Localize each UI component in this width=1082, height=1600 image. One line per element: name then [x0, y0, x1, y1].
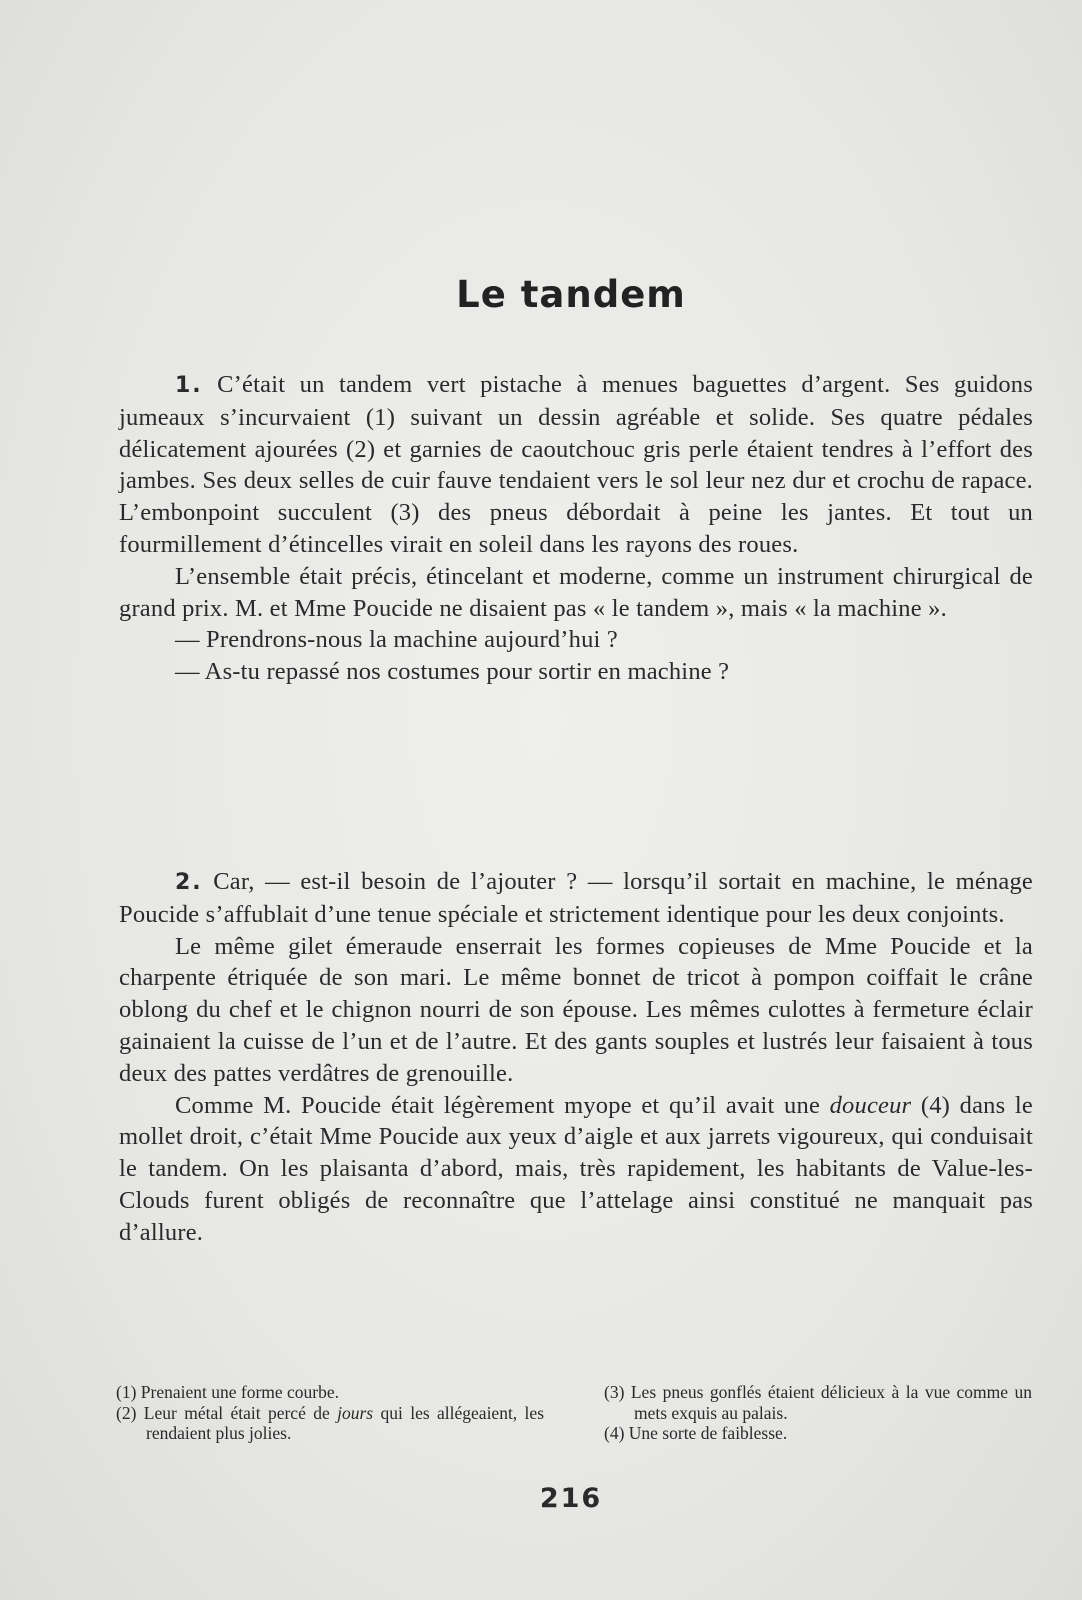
- text-run: C’était un tandem vert pistache à menues baguettes d’argent. Ses guidons jumeaux s’incurvaient: [119, 371, 1033, 431]
- section-2: [119, 866, 1033, 1249]
- footnote-text: Prenaient une forme courbe.: [140, 1382, 340, 1402]
- footnote-number: (3): [604, 1382, 625, 1402]
- page-title: Le tandem: [456, 272, 686, 316]
- footnotes: [116, 1382, 1032, 1444]
- footnote-3: [604, 1382, 1032, 1423]
- footnote-text: Les pneus gonflés étaient délicieux à la vue comme un mets exquis au palais.: [630, 1382, 1032, 1423]
- footnote-4: [604, 1423, 1032, 1444]
- footnote-ref: (4): [920, 1091, 951, 1119]
- footnote-number: (1): [116, 1382, 137, 1402]
- italic-word: jours: [337, 1402, 374, 1423]
- footnote-text: Une sorte de faiblesse.: [628, 1423, 788, 1443]
- dialogue-line: — Prendrons-nous la machine aujourd’hui ?: [175, 626, 618, 654]
- text-run: et garnies de caoutchouc gris perle étaient tendres à l’effort des jambes. Ses deux selles de cuir fauve tendaient vers le sol leur nez dur et crochu de rapace. L’embonpoint succulent: [119, 435, 1033, 527]
- italic-word: douceur: [829, 1091, 912, 1119]
- footnote-ref: (2): [346, 435, 376, 463]
- section-number: 2.: [175, 870, 203, 895]
- footnote-number: (4): [604, 1423, 625, 1443]
- dialogue-line: — As-tu repassé nos costumes pour sortir en machine ?: [175, 658, 730, 686]
- footnote-number: (2): [116, 1402, 137, 1423]
- footnote-2: [116, 1403, 544, 1444]
- section-1: [119, 369, 1033, 688]
- footnote-ref: (3): [390, 499, 420, 527]
- footnotes-right: [604, 1382, 1032, 1444]
- text-run: dans le mollet droit, c’était Mme Poucide aux yeux d’aigle et aux jarrets vigoureux, qui conduisait le tandem. On les plaisanta d’abord, mais, très rapidement, les habitants de Value-les-Clouds furent obligés de reconnaître que l’attelage ainsi constitué ne manquait pas d’allure.: [119, 1091, 1033, 1246]
- text-run: suivant un dessin agréable et solide. Ses quatre pédales délicatement ajourées: [119, 403, 1033, 463]
- section-number: 1.: [175, 373, 203, 398]
- page-number: 216: [539, 1483, 603, 1514]
- paragraph: Le même gilet émeraude enserrait les formes copieuses de Mme Poucide et la charpente étriquée de son mari. Le même bonnet de tricot à pompon coiffait le crâne oblong du chef et le chignon nourri de son épouse. Les mêmes culottes à fermeture éclair gainaient la cuisse de l’un et de l’autre. Et des gants souples et lustrés leur faisaient à tous deux des pattes verdâtres de grenouille.: [119, 932, 1033, 1087]
- paragraph: [119, 1090, 1033, 1249]
- text-run: Comme M. Poucide était légèrement myope et qu’il avait une: [175, 1091, 830, 1119]
- footnote-ref: (1): [365, 403, 396, 431]
- paragraph: L’ensemble était précis, étincelant et moderne, comme un instrument chirurgical de grand prix. M. et Mme Poucide ne disaient pas « le tandem », mais « la machine ».: [119, 562, 1033, 622]
- footnote-1: [116, 1382, 544, 1403]
- footnote-text: Leur métal était percé de: [143, 1402, 338, 1423]
- paragraph: [119, 369, 1033, 561]
- footnotes-left: [116, 1382, 544, 1444]
- text-run: Car, — est-il besoin de l’ajouter ? — lorsqu’il sortait en machine, le ménage Poucide s’affublait d’une tenue spéciale et strictement identique pour les deux conjoints.: [119, 868, 1034, 928]
- footnote-text: qui les allégeaient, les rendaient plus jolies.: [146, 1402, 545, 1443]
- text-run: des pneus débordait à peine les jantes. Et tout un fourmillement d’étincelles virait en soleil dans les rayons des roues.: [119, 499, 1033, 558]
- paragraph: [119, 866, 1033, 931]
